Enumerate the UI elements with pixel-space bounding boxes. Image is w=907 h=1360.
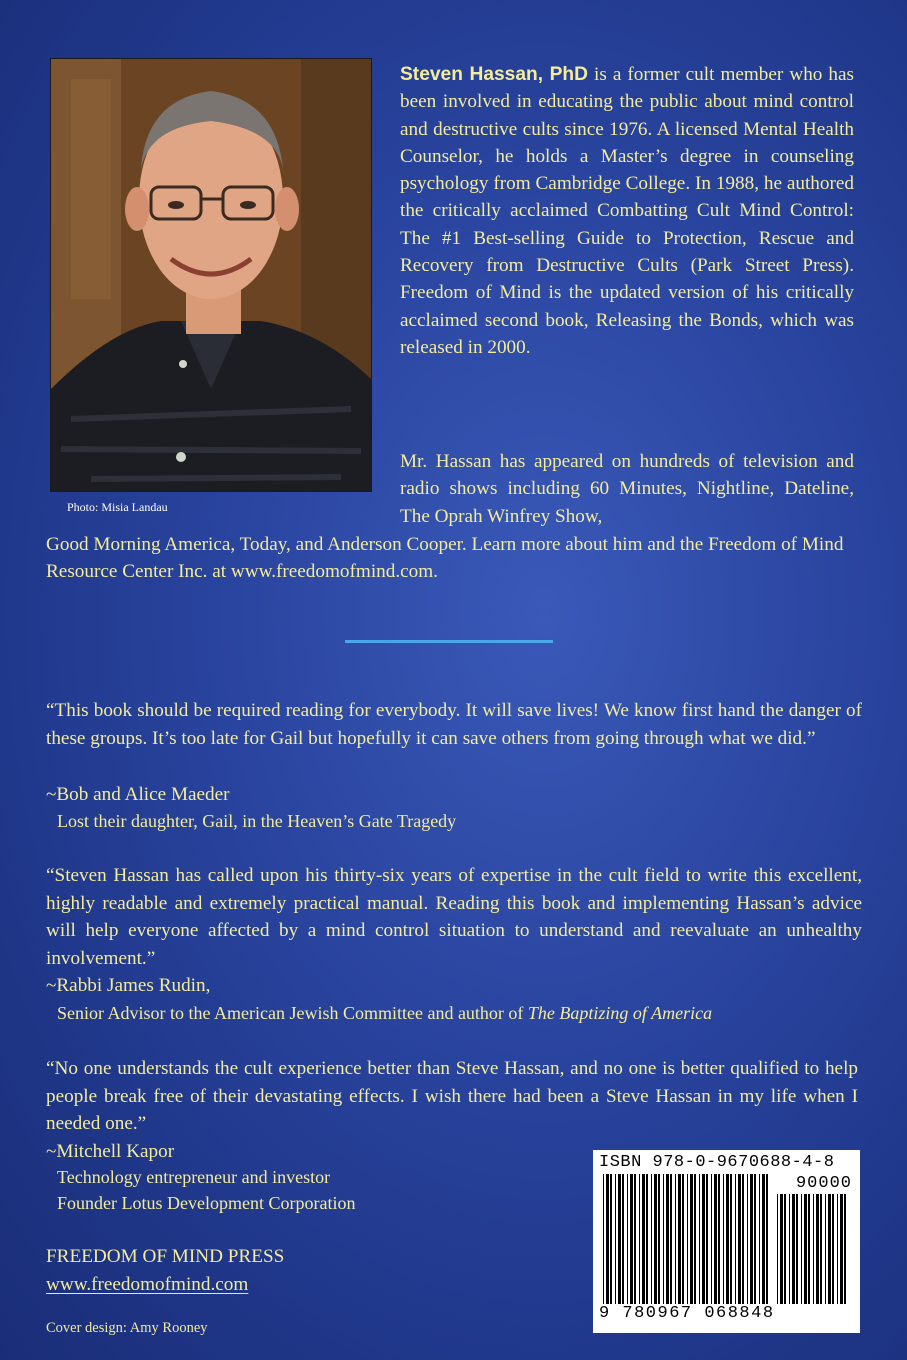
section-divider bbox=[345, 640, 553, 643]
ean-digits: 9 780967 068848 bbox=[599, 1304, 775, 1323]
barcode-bar bbox=[813, 1194, 814, 1304]
photo-credit: Photo: Misia Landau bbox=[67, 500, 168, 514]
barcode-bar bbox=[777, 1194, 778, 1304]
addon-barcode-bars bbox=[777, 1194, 849, 1304]
quote-text: “Steven Hassan has called upon his thirty-six years of expertise in the cult field to write this excellent, highly readable and extremely practical manual. Reading this book and implementing Hassan’s advice will help everyone affected by a mind control situation to understand and reevaluate an unhealthy involvement.” bbox=[46, 865, 862, 969]
barcode-bar bbox=[670, 1174, 672, 1304]
barcode-bars bbox=[603, 1174, 773, 1304]
barcode-bar bbox=[792, 1194, 795, 1304]
barcode-bar bbox=[820, 1194, 822, 1304]
barcode-bar bbox=[750, 1174, 753, 1304]
barcode-bar bbox=[630, 1174, 633, 1304]
quote-author: ~Mitchell Kapor bbox=[46, 1141, 175, 1162]
quote-author: ~Bob and Alice Maeder bbox=[46, 784, 230, 805]
barcode-bar bbox=[663, 1174, 664, 1304]
barcode-bar bbox=[789, 1194, 790, 1304]
barcode-bar bbox=[801, 1194, 802, 1304]
barcode-bar bbox=[654, 1174, 657, 1304]
barcode-bar bbox=[687, 1174, 688, 1304]
barcode-bar bbox=[816, 1194, 819, 1304]
barcode-bar bbox=[658, 1174, 660, 1304]
barcode-bar bbox=[678, 1174, 681, 1304]
barcode-bar bbox=[837, 1194, 838, 1304]
barcode-bar bbox=[766, 1174, 768, 1304]
author-photo bbox=[50, 58, 372, 492]
price-code: 90000 bbox=[795, 1174, 852, 1193]
author-bio-text: is a former cult member who has been involved in educating the public about mind control and destructive cults since 1976. A licensed Mental Health Counselor, he holds a Master’s degree in counseling psychology from Cambridge College. In 1988, he authored the critically acclaimed Combatting Cult Mind Control: The #1 Best-selling Guide to Protection, Rescue and Recovery from Destructive Cults (Park Street Press). Freedom of Mind is the updated version of his critically acclaimed second book, Releasing the Bonds, which was released in 2000. bbox=[400, 64, 854, 358]
barcode-bar bbox=[742, 1174, 744, 1304]
book-title: The Baptizing of America bbox=[527, 1003, 713, 1023]
barcode-bar bbox=[828, 1194, 831, 1304]
barcode-bar bbox=[784, 1194, 786, 1304]
barcode-bar bbox=[730, 1174, 732, 1304]
isbn-barcode bbox=[593, 1150, 860, 1333]
quote-author-role: Technology entrepreneur and investor bbox=[57, 1167, 331, 1187]
barcode-bar bbox=[646, 1174, 648, 1304]
barcode-bar bbox=[780, 1194, 783, 1304]
barcode-bar bbox=[726, 1174, 729, 1304]
barcode-bar bbox=[618, 1174, 621, 1304]
barcode-bar bbox=[804, 1194, 807, 1304]
publisher-url[interactable]: www.freedomofmind.com bbox=[46, 1274, 249, 1295]
barcode-bar bbox=[690, 1174, 693, 1304]
author-name: Steven Hassan, PhD bbox=[400, 64, 589, 85]
barcode-bar bbox=[675, 1174, 676, 1304]
quote-author-role: Lost their daughter, Gail, in the Heaven’s Gate Tragedy bbox=[57, 811, 457, 831]
barcode-bar bbox=[747, 1174, 748, 1304]
barcode-bar bbox=[606, 1174, 609, 1304]
barcode-bar bbox=[844, 1194, 846, 1304]
barcode-bar bbox=[714, 1174, 717, 1304]
cover-design-credit: Cover design: Amy Rooney bbox=[46, 1320, 208, 1336]
barcode-bar bbox=[639, 1174, 640, 1304]
barcode-bar bbox=[622, 1174, 624, 1304]
barcode-bar bbox=[735, 1174, 736, 1304]
barcode-bar bbox=[840, 1194, 843, 1304]
author-media-text-continued: Good Morning America, Today, and Anderson Cooper. Learn more about him and the Freedom of Mind Resource Center Inc. at www.freedomofmind.com. bbox=[46, 534, 844, 583]
barcode-bar bbox=[682, 1174, 684, 1304]
author-bio bbox=[400, 61, 854, 361]
barcode-bar bbox=[825, 1194, 826, 1304]
barcode-bar bbox=[666, 1174, 669, 1304]
author-portrait-illustration bbox=[51, 59, 371, 491]
author-media-text: Mr. Hassan has appeared on hundreds of television and radio shows including 60 Minutes, Nightline, Dateline, The Oprah Winfrey Show, bbox=[400, 451, 854, 527]
quote-text: “This book should be required reading for everybody. It will save lives! We know first hand the danger of these groups. It’s too late for Gail but hopefully it can save others from going through what we did.” bbox=[46, 700, 862, 749]
barcode-bar bbox=[627, 1174, 628, 1304]
barcode-bar bbox=[718, 1174, 720, 1304]
publisher-name: FREEDOM OF MIND PRESS bbox=[46, 1246, 285, 1267]
barcode-bar bbox=[702, 1174, 705, 1304]
quote-author: ~Rabbi James Rudin, bbox=[46, 975, 211, 996]
barcode-bar bbox=[699, 1174, 700, 1304]
barcode-bar bbox=[759, 1174, 760, 1304]
quote-author-role-text: Senior Advisor to the American Jewish Committee and author of bbox=[57, 1003, 528, 1023]
barcode-bar bbox=[651, 1174, 652, 1304]
quote-author-role: Founder Lotus Development Corporation bbox=[57, 1193, 356, 1213]
barcode-bar bbox=[615, 1174, 616, 1304]
barcode-bar bbox=[603, 1174, 604, 1304]
barcode-bar bbox=[642, 1174, 645, 1304]
quote-text: “No one understands the cult experience better than Steve Hassan, and no one is better qualified to help people break free of their devastating effects. I wish there had been a Steve Hassan in my life when I needed one.” bbox=[46, 1058, 858, 1134]
barcode-bar bbox=[796, 1194, 798, 1304]
barcode-bar bbox=[723, 1174, 724, 1304]
isbn-number: ISBN 978-0-9670688-4-8 bbox=[599, 1153, 835, 1172]
barcode-bar bbox=[762, 1174, 765, 1304]
barcode-bar bbox=[610, 1174, 612, 1304]
barcode-bar bbox=[832, 1194, 834, 1304]
barcode-bar bbox=[808, 1194, 810, 1304]
barcode-bar bbox=[754, 1174, 756, 1304]
barcode-bar bbox=[694, 1174, 696, 1304]
barcode-bar bbox=[711, 1174, 712, 1304]
barcode-bar bbox=[634, 1174, 636, 1304]
barcode-bar bbox=[738, 1174, 741, 1304]
barcode-bar bbox=[706, 1174, 708, 1304]
quote-author-role bbox=[57, 1000, 712, 1027]
